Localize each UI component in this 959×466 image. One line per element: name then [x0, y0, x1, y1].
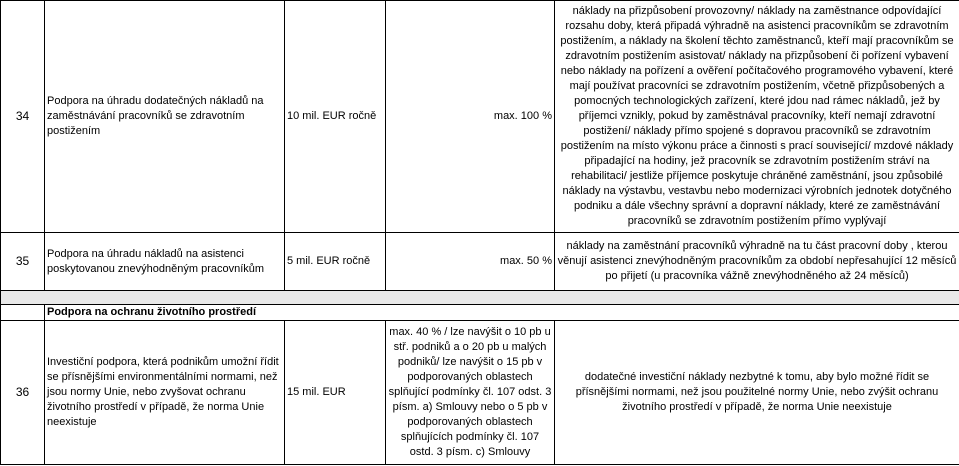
separator-row: [1, 291, 959, 305]
intensity-cell: max. 50 %: [386, 233, 555, 291]
intensity-cell: max. 100 %: [386, 1, 555, 233]
table-row: [1, 321, 959, 465]
section-title: Podpora na ochranu životního prostředí: [45, 305, 959, 321]
table-row: [1, 1, 959, 233]
aid-type-cell: Podpora na úhradu dodatečných nákladů na zaměstnávání pracovníků se zdravotním postižením: [45, 1, 285, 233]
eligible-costs-cell: dodatečné investiční náklady nezbytné k tomu, aby bylo možné řídit se přísnějšími normami, než jsou použitelné normy Unie, nebo zvýšit ochranu životního prostředí v případě, že norma Unie neexistuje: [555, 321, 959, 465]
separator-cell: [1, 291, 959, 305]
section-spacer: [1, 305, 45, 321]
row-number: 35: [1, 233, 45, 291]
eligible-costs-cell: náklady na zaměstnání pracovníků výhradně na tu část pracovní doby , kterou věnují asistenci znevýhodněným pracovníkům za období nepřesahující 12 měsíců po přijetí (u pracovníka vážně znevýhodněného až 24 měsíců): [555, 233, 959, 291]
amount-cell: 5 mil. EUR ročně: [285, 233, 386, 291]
amount-cell: 10 mil. EUR ročně: [285, 1, 386, 233]
table-row: [1, 233, 959, 291]
row-number: 36: [1, 321, 45, 465]
aid-type-cell: Podpora na úhradu nákladů na asistenci poskytovanou znevýhodněným pracovníkům: [45, 233, 285, 291]
intensity-cell: max. 40 % / lze navýšit o 10 pb u stř. podniků a o 20 pb u malých podniků/ lze navýšit o 15 pb v podporovaných oblastech splňující podmínky čl. 107 odst. 3 písm. a) Smlouvy nebo o 5 pb v podporovaných oblastech splňujících podmínky čl. 107 ostd. 3 písm. c) Smlouvy: [386, 321, 555, 465]
amount-cell: 15 mil. EUR: [285, 321, 386, 465]
row-number: 34: [1, 1, 45, 233]
section-header-row: [1, 305, 959, 321]
aid-type-cell: Investiční podpora, která podnikům umožní řídit se přísnějšími environmentálními normami, než jsou normy Unie, nebo zvyšovat ochranu životního prostředí v případě, že norma Unie neexistuje: [45, 321, 285, 465]
eligible-costs-cell: náklady na přizpůsobení provozovny/ náklady na zaměstnance odpovídající rozsahu doby, která připadá výhradně na asistenci pracovníkům se zdravotním postižením, a náklady na školení těchto zaměstnanců, kteří mají pracovníkům se zdravotním postižením asistovat/ náklady na přizpůsobení či pořízení vybavení nebo náklady na pořízení a ověření počítačového programového vybavení, které mají používat pracovníci se zdravotním postižením, včetně přizpůsobených a pomocných technologických zařízení, které jdou nad rámec nákladů, jež by příjemci vznikly, pokud by zaměstnával pracovníky, kteří nemají zdravotní postižení/ náklady přímo spojené s dopravou pracovníků se zdravotním postižením na místo výkonu práce a činnosti s prací související/ mzdové náklady připadající na hodiny, jež pracovník se zdravotním postižením stráví na rehabilitaci/ jestliže příjemce poskytuje chráněné zaměstnání, jsou způsobilé náklady na výstavbu, vestavbu nebo modernizaci výrobních jednotek dotyčného podniku a dále všechny správní a dopravní náklady, které ze zaměstnávání pracovníků se zdravotním postižením přímo vyplývají: [555, 1, 959, 233]
